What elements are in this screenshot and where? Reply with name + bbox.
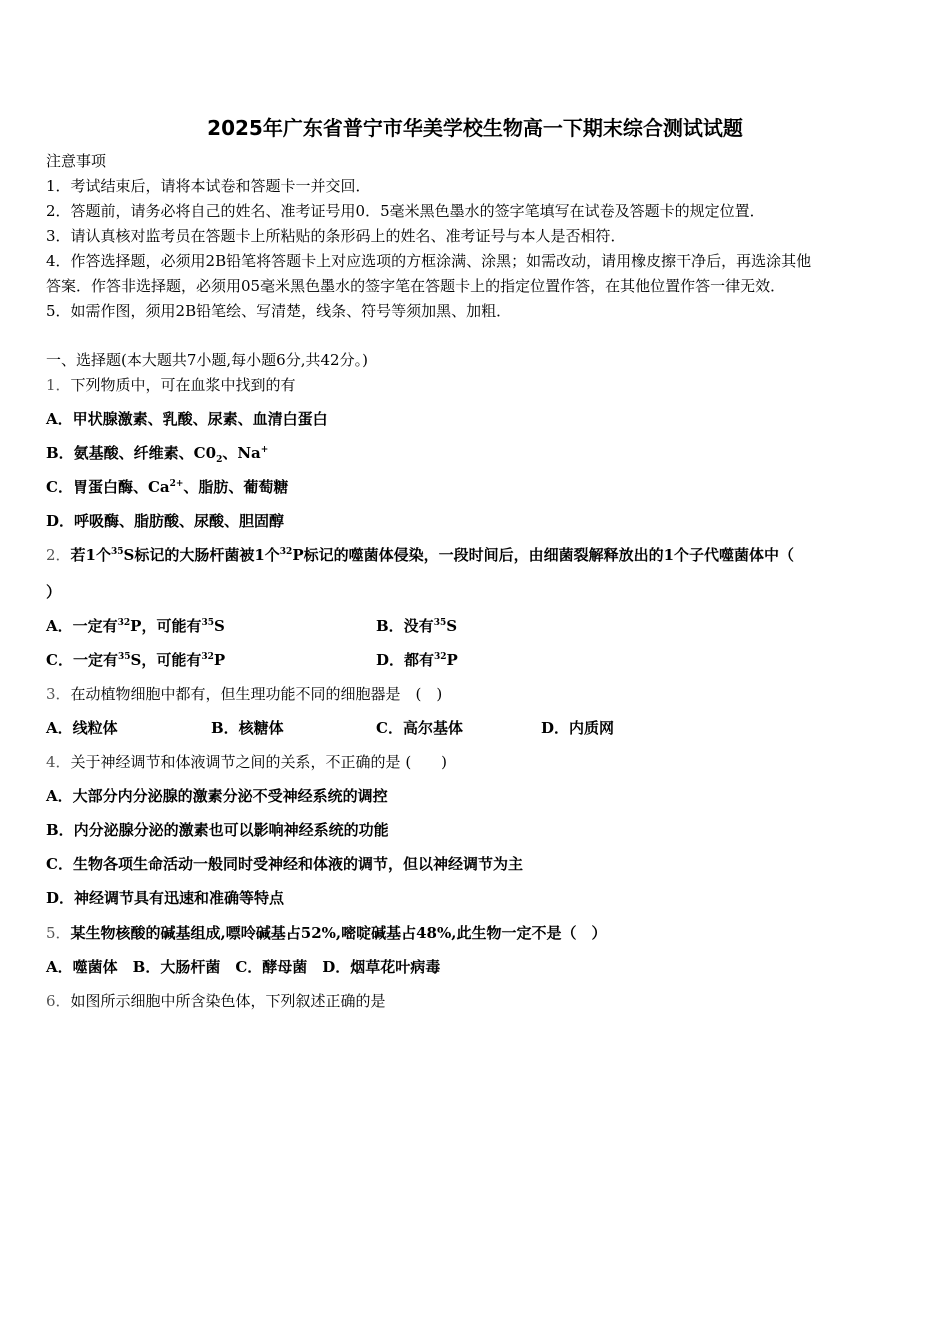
- section-heading: 一、选择题(本大题共7小题,每小题6分,共42分。): [46, 351, 368, 369]
- question-4: [46, 752, 447, 772]
- question-text: 如图所示细胞中所含染色体，下列叙述正确的是: [70, 992, 386, 1010]
- notice-item: 2．答题前，请务必将自己的姓名、准考证号用0．5毫米黑色墨水的签字笔填写在试卷及答题卡的规定位置．: [46, 202, 765, 220]
- notice-item: 5．如需作图，须用2B铅笔绘、写清楚，线条、符号等须加黑、加粗．: [46, 302, 512, 320]
- option-b: B．氨基酸、纤维素、$C0_2$、Na+: [46, 444, 269, 465]
- notice-item: 1．考试结束后，请将本试卷和答题卡一并交回．: [46, 177, 371, 195]
- question-text: 某生物核酸的碱基组成,嘌呤碱基占52%,嘧啶碱基占48%,此生物一定不是（ ）: [70, 924, 607, 942]
- notice-item: 4．作答选择题，必须用2B铅笔将答题卡上对应选项的方框涂满、涂黑；如需改动，请用橡皮擦干净后，再选涂其他: [46, 252, 812, 270]
- question-number: 5．: [46, 924, 71, 942]
- options-row: A．噬菌体 B．大肠杆菌 C．酵母菌 D．烟草花叶病毒: [46, 958, 441, 976]
- option-d: D．都有$^{32}$P: [376, 651, 458, 669]
- option-b: B．没有$^{35}$S: [376, 617, 458, 635]
- option-a: A．甲状腺激素、乳酸、尿素、血清白蛋白: [46, 410, 328, 428]
- question-3: [46, 684, 442, 704]
- notice-item: 答案．作答非选择题，必须用05毫米黑色墨水的签字笔在答题卡上的指定位置作答，在其他位置作答一律无效．: [46, 277, 786, 295]
- option-b: B．核糖体: [211, 719, 284, 737]
- question-number: 1．: [46, 376, 71, 394]
- option-b: B．内分泌腺分泌的激素也可以影响神经系统的功能: [46, 821, 389, 839]
- question-1: [46, 375, 296, 395]
- question-2: 2．若1个$^{35}$S标记的大肠杆菌被1个$^{32}$P标记的噬菌体侵染，一段时间后，由细菌裂解释放出的1个子代噬菌体中（: [46, 546, 795, 564]
- option-d: D．内质网: [541, 719, 615, 737]
- option-a: A．大部分内分泌腺的激素分泌不受神经系统的调控: [46, 787, 388, 805]
- option-d: D．神经调节具有迅速和准确等特点: [46, 889, 285, 907]
- option-c: C．高尔基体: [376, 719, 463, 737]
- question-number: 6．: [46, 992, 71, 1010]
- question-text: 下列物质中，可在血浆中找到的有: [70, 376, 296, 394]
- question-6: [46, 991, 386, 1011]
- page-title: 2025年广东省普宁市华美学校生物高一下期末综合测试试题: [207, 116, 743, 140]
- option-c: C．胃蛋白酶、$Ca^{2+}$、脂肪、葡萄糖: [46, 478, 289, 496]
- question-text: 在动植物细胞中都有，但生理功能不同的细胞器是 ( ): [70, 685, 443, 703]
- option-c: C．生物各项生命活动一般同时受神经和体液的调节，但以神经调节为主: [46, 855, 523, 873]
- option-d: D．呼吸酶、脂肪酸、尿酸、胆固醇: [46, 512, 285, 530]
- question-2-cont: ）: [46, 583, 62, 601]
- option-c: C．一定有$^{35}$S，可能有$^{32}$P: [46, 651, 226, 669]
- notice-heading: 注意事项: [46, 152, 107, 170]
- question-number: 3．: [46, 685, 71, 703]
- question-5: [46, 923, 606, 943]
- question-number: 4．: [46, 753, 71, 771]
- notice-item: 3．请认真核对监考员在答题卡上所粘贴的条形码上的姓名、准考证号与本人是否相符．: [46, 227, 626, 245]
- option-a: A．线粒体: [46, 719, 118, 737]
- option-a: A．一定有$^{32}$P，可能有$^{35}$S: [46, 617, 225, 635]
- question-text: 关于神经调节和体液调节之间的关系，不正确的是 ( ): [70, 753, 448, 771]
- question-number: 2．: [46, 546, 71, 564]
